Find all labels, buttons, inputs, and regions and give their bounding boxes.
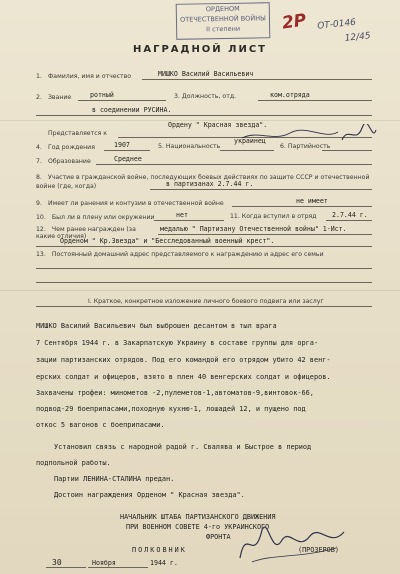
narrative-line: подвод-29 боеприпасами,походную кухню-1, лошадей 12, и пущено под — [36, 405, 306, 413]
field-label: Участие в гражданской войне, последующих боевых действиях по защите СССР и отечественной войне (где, когда) — [36, 174, 370, 190]
narrative-line: Партии ЛЕНИНА-СТАЛИНА предан. — [54, 475, 175, 483]
unit-value: в соединении РУСИНА. — [92, 106, 172, 114]
fill-line — [88, 567, 148, 568]
fill-line — [36, 115, 372, 116]
position-value: ком.отряда — [270, 91, 310, 99]
nationality-value: украинец — [234, 137, 266, 145]
fill-line — [36, 282, 372, 283]
stamp-line: II степени — [206, 24, 241, 34]
birth-year-value: 1907 — [114, 141, 130, 149]
party-label: 6. Партийность — [280, 143, 331, 150]
field-number: 12. — [36, 226, 46, 233]
field-label: Звание — [47, 94, 72, 101]
field-label: Фамилия, имя и отчество — [47, 73, 132, 80]
narrative-line: откос 5 вагонов с боеприпасами. — [36, 421, 165, 429]
narrative-line: Установил связь с народной радой г. Свалява и Быстрое в период — [54, 443, 312, 451]
field-number: 1. — [36, 73, 42, 80]
field-number: 7. — [36, 158, 42, 165]
handwritten-number: 12/45 — [344, 31, 372, 44]
wounds-value: не имеет — [296, 197, 328, 205]
education-value: Среднее — [114, 155, 142, 163]
fill-line — [36, 306, 372, 307]
field-number: 4. — [36, 144, 42, 151]
joined-label: 11. Когда вступил в отряд — [230, 213, 317, 220]
stamp-line: ОРДЕНОМ — [205, 4, 240, 14]
field-label: Образование — [47, 158, 91, 165]
narrative-line: 7 Сентября 1944 г. в Закарпатскую Украину в составе группы для орга- — [36, 339, 319, 347]
field-7 — [36, 157, 91, 165]
field-number: 9. — [36, 200, 42, 207]
field-9 — [36, 199, 224, 207]
fill-line — [232, 206, 372, 207]
narrative-line: Достоин награждения Орденом " Красная звезда". — [54, 491, 245, 499]
field-number: 10. — [36, 214, 46, 221]
fill-line — [142, 79, 372, 80]
feat-section-heading: I. Краткое, конкретное изложение личного боевого подвига или заслуг — [88, 298, 324, 305]
joined-value: 2.7.44 г. — [332, 211, 368, 219]
narrative-line: зации партизанских отрядов. Под его командой его отрядом убито 42 венг- — [36, 356, 331, 364]
fill-line — [158, 234, 372, 235]
field-label: Имеет ли ранения и контузии в отечественной войне — [47, 200, 224, 207]
paper-fold — [0, 290, 400, 291]
narrative-line: подпольной работы. — [36, 459, 111, 467]
fill-line — [322, 150, 372, 151]
stamp-line: ОТЕЧЕСТВЕННОЙ ВОЙНЫ — [180, 14, 266, 24]
field-label: Год рождения — [47, 144, 95, 151]
captivity-value: нет — [176, 211, 188, 219]
field-10 — [36, 213, 155, 221]
date-day: 30 — [52, 558, 62, 567]
prior-awards-value-2: Орденом " Кр.Звезда" и "Бесследованный военный крест". — [60, 237, 275, 245]
handwritten-red-mark: 2Р — [280, 10, 308, 34]
fill-line — [258, 100, 372, 101]
war-participation-value: в партизанах 2.7.44 г. — [166, 180, 254, 188]
field-number: 2. — [36, 94, 42, 101]
fill-line — [36, 246, 372, 247]
fill-line — [36, 268, 372, 269]
fill-line — [96, 164, 372, 165]
field-label: Был ли в плену или окружении — [51, 214, 155, 221]
signatory-title: ФРОНТА — [206, 533, 231, 541]
narrative-line: ерских солдат и офицеров, взято в плен 40 венгерских солдат и офицеров. — [36, 373, 331, 381]
fill-line — [46, 567, 86, 568]
field-label: Постоянный домашний адрес представляемого к награждению и адрес его семьи — [51, 251, 324, 258]
fill-line — [150, 189, 372, 190]
field-2 — [36, 93, 71, 101]
field-4 — [36, 143, 95, 151]
fill-line — [78, 100, 166, 101]
field-number: 8. — [36, 174, 42, 181]
fill-line — [104, 150, 150, 151]
signatory-title: ПРИ ВОЕННОМ СОВЕТЕ 4-го УКРАИНСКОГО — [126, 523, 270, 531]
field-label: Чем ранее награжден (за какие отличия) — [36, 226, 136, 240]
signature-icon — [232, 518, 352, 568]
field-1 — [36, 72, 131, 80]
date-month: Ноября — [92, 559, 116, 567]
signatory-name: (ПРОЗЕРОВ) — [298, 546, 339, 554]
rank-value: ротный — [90, 91, 114, 99]
fill-line — [220, 150, 274, 151]
narrative-line: МИШКО Василий Васильевич был выброшен десантом в тыл врага — [36, 322, 277, 330]
position-label: 3. Должность, отд. — [174, 93, 237, 100]
fill-line — [154, 220, 224, 221]
signatory-rank: ПОЛКОВНИК — [132, 546, 187, 554]
signatory-title: НАЧАЛЬНИК ШТАБА ПАРТИЗАНСКОГО ДВИЖЕНИЯ — [120, 513, 276, 521]
document-title: НАГРАДНОЙ ЛИСТ — [132, 44, 267, 55]
handwritten-number: ОТ-0146 — [316, 17, 357, 32]
field-number: 13. — [36, 251, 46, 258]
fill-line — [326, 220, 372, 221]
prior-awards-value: медалью " Партизану Отечественной войны" 1-Ист. — [160, 225, 347, 233]
field-13 — [36, 250, 324, 258]
order-stamp — [176, 2, 271, 40]
narrative-line: Захвачены трофеи: минометов -2,пулеметов-1,автоматов-9,винтовок-66, — [36, 389, 314, 397]
presented-label: Представляется к — [48, 130, 108, 137]
award-value: Ордену " Красная звезда". — [168, 121, 268, 129]
date-year: 1944 г. — [150, 559, 178, 567]
nationality-label: 5. Национальность — [158, 143, 221, 150]
full-name-value: МИШКО Василий Васильевич — [158, 70, 254, 78]
